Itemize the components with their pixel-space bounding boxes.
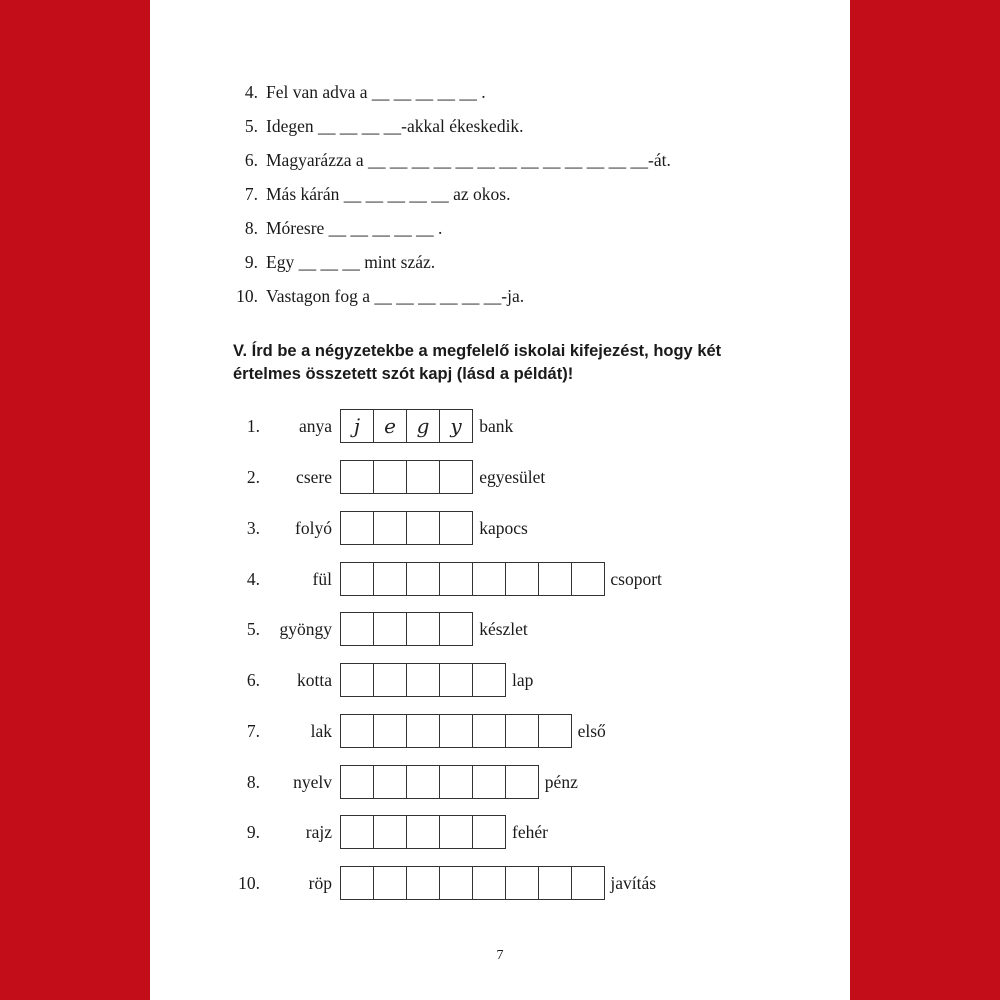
row-number: 7. [246,721,260,741]
letter-boxes [340,714,571,748]
compound-word-row [150,714,850,748]
word-suffix: pénz [544,772,578,792]
letter-box[interactable] [439,460,473,494]
fill-blank-item [150,214,850,242]
letter-box[interactable] [505,714,539,748]
letter-box[interactable] [373,815,407,849]
fill-blank-number: 5. [244,116,258,136]
letter-boxes [340,562,604,596]
fill-blank-item [150,248,850,276]
letter-box[interactable]: e [373,409,407,443]
word-suffix: fehér [512,822,548,842]
letter-boxes [340,815,505,849]
letter-box[interactable] [439,562,473,596]
word-prefix: röp [308,873,332,893]
fill-blank-text: Vastagon fog a __ __ __ __ __ __-ja. [266,286,525,306]
letter-boxes [340,409,472,443]
letter-box[interactable] [406,714,440,748]
letter-box[interactable] [406,765,440,799]
word-prefix: kotta [297,670,332,690]
letter-box[interactable] [406,815,440,849]
letter-box[interactable] [406,562,440,596]
word-suffix: készlet [479,619,528,639]
letter-box[interactable] [373,663,407,697]
word-prefix: lak [310,721,332,741]
letter-box[interactable] [340,460,374,494]
letter-boxes [340,663,505,697]
word-prefix: fül [312,569,332,589]
fill-blank-number: 4. [244,82,258,102]
compound-word-row [150,612,850,646]
row-number: 5. [246,619,260,639]
word-prefix: anya [298,416,332,436]
word-prefix: gyöngy [279,619,332,639]
fill-blank-text: Idegen __ __ __ __-akkal ékeskedik. [266,116,524,136]
word-suffix: javítás [610,873,657,893]
fill-blank-number: 10. [236,286,258,306]
compound-word-row [150,815,850,849]
word-suffix: egyesület [479,467,546,487]
compound-word-row [150,663,850,697]
fill-blank-item [150,146,850,174]
letter-box[interactable] [340,663,374,697]
letter-box[interactable]: y [439,409,473,443]
letter-box[interactable] [340,714,374,748]
letter-box[interactable] [439,765,473,799]
row-number: 6. [246,670,260,690]
word-suffix: bank [479,416,514,436]
letter-box[interactable] [439,663,473,697]
letter-box[interactable] [439,714,473,748]
letter-box[interactable] [406,866,440,900]
fill-blank-number: 7. [244,184,258,204]
word-prefix: nyelv [293,772,332,792]
letter-box[interactable] [373,511,407,545]
fill-blank-text: Egy __ __ __ mint száz. [266,252,436,272]
letter-box[interactable] [373,765,407,799]
letter-box[interactable] [340,815,374,849]
fill-blank-item [150,78,850,106]
fill-blank-item [150,282,850,310]
letter-box[interactable] [538,866,572,900]
letter-box[interactable] [406,511,440,545]
compound-word-row [150,511,850,545]
fill-blank-number: 8. [244,218,258,238]
letter-box[interactable] [406,612,440,646]
letter-box[interactable] [571,866,605,900]
letter-box[interactable] [505,866,539,900]
fill-blank-item [150,180,850,208]
letter-boxes [340,612,472,646]
letter-box[interactable] [472,714,506,748]
letter-box[interactable] [373,460,407,494]
letter-box[interactable] [373,714,407,748]
letter-box[interactable] [472,815,506,849]
word-suffix: lap [512,670,534,690]
row-number: 3. [246,518,260,538]
letter-box[interactable] [373,562,407,596]
letter-box[interactable] [340,562,374,596]
exercise-v-heading-line1: V. Írd be a négyzetekbe a megfelelő iskolai kifejezést, hogy két [233,342,722,360]
letter-box[interactable]: g [406,409,440,443]
fill-blank-number: 6. [244,150,258,170]
letter-box[interactable] [439,815,473,849]
fill-blank-item [150,112,850,140]
fill-blank-number: 9. [244,252,258,272]
letter-box[interactable] [373,612,407,646]
row-number: 10. [238,873,260,893]
exercise-v-heading [233,340,793,386]
letter-box[interactable] [538,562,572,596]
word-prefix: folyó [295,518,332,538]
letter-box[interactable] [505,562,539,596]
letter-box[interactable] [340,765,374,799]
compound-word-row [150,866,850,900]
letter-boxes [340,511,472,545]
letter-box[interactable] [340,612,374,646]
compound-word-row [150,460,850,494]
compound-word-row [150,562,850,596]
letter-box[interactable] [439,866,473,900]
letter-box[interactable] [373,866,407,900]
compound-word-row [150,409,850,443]
exercise-v-heading-line2: értelmes összetett szót kapj (lásd a példát)! [233,365,574,383]
letter-box[interactable] [406,663,440,697]
word-suffix: csoport [610,569,662,589]
letter-box[interactable] [472,866,506,900]
letter-box[interactable] [472,765,506,799]
letter-box[interactable] [439,612,473,646]
letter-box[interactable] [505,765,539,799]
letter-boxes [340,460,472,494]
letter-box[interactable] [340,511,374,545]
letter-box[interactable] [340,866,374,900]
letter-box[interactable]: j [340,409,374,443]
word-suffix: első [577,721,606,741]
compound-word-row [150,765,850,799]
row-number: 9. [246,822,260,842]
letter-box[interactable] [538,714,572,748]
row-number: 8. [246,772,260,792]
workbook-page [150,0,850,1000]
row-number: 1. [246,416,260,436]
word-suffix: kapocs [479,518,528,538]
fill-blank-text: Móresre __ __ __ __ __ . [266,218,443,238]
row-number: 2. [246,467,260,487]
fill-blank-text: Más kárán __ __ __ __ __ az okos. [266,184,511,204]
letter-box[interactable] [406,460,440,494]
letter-boxes [340,765,538,799]
word-prefix: csere [296,467,332,487]
row-number: 4. [246,569,260,589]
word-prefix: rajz [305,822,332,842]
letter-box[interactable] [472,562,506,596]
letter-boxes [340,866,604,900]
letter-box[interactable] [571,562,605,596]
letter-box[interactable] [439,511,473,545]
fill-blank-text: Magyarázza a __ __ __ __ __ __ __ __ __ __ __ __ __-át. [266,150,671,170]
letter-box[interactable] [472,663,506,697]
fill-blank-text: Fel van adva a __ __ __ __ __ . [266,82,486,102]
page-number: 7 [496,948,504,963]
